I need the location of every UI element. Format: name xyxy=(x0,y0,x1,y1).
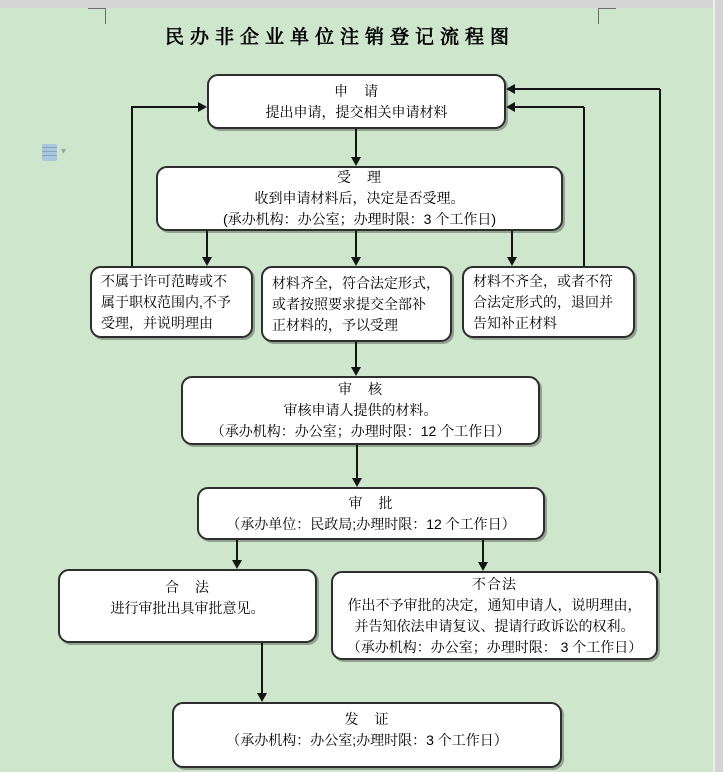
arrowhead-down-icon xyxy=(351,367,361,376)
arrowhead-right-icon xyxy=(198,102,207,112)
node-complete-line: 正材料的，予以受理 xyxy=(272,316,398,333)
feedback-incomplete-vertical xyxy=(583,107,585,266)
node-complete-line: 或者按照要求提交全部补 xyxy=(272,295,426,312)
node-complete-line: 材料齐全，符合法定形式， xyxy=(272,274,440,291)
arrowhead-down-icon xyxy=(232,560,242,569)
window-right-edge xyxy=(713,0,723,772)
document-icon xyxy=(42,144,57,161)
connector-accept-out-of-scope xyxy=(206,231,208,257)
feedback-out-of-scope-horizontal xyxy=(131,106,198,108)
connector-accept-incomplete xyxy=(511,231,513,257)
node-issue-title: 发 证 xyxy=(344,711,390,727)
arrowhead-down-icon xyxy=(202,257,212,266)
connector-legal-issue xyxy=(261,643,263,694)
node-illegal-line: 并告知依法申请复议、提请行政诉讼的权利。 xyxy=(354,617,635,634)
chevron-down-icon: ▾ xyxy=(61,146,67,157)
arrowhead-down-icon xyxy=(478,562,488,571)
node-illegal-title: 不合法 xyxy=(472,575,517,592)
arrowhead-left-icon xyxy=(506,102,515,112)
node-complete xyxy=(261,266,452,342)
arrowhead-down-icon xyxy=(351,157,361,166)
node-legal-title: 合 法 xyxy=(165,579,210,595)
connector-apply-accept xyxy=(355,129,357,158)
feedback-illegal-horizontal xyxy=(515,88,660,90)
node-issue xyxy=(172,702,562,768)
node-legal xyxy=(58,569,317,643)
node-incomplete-line: 材料不齐全，或者不符 xyxy=(473,272,613,289)
page-title: 民办非企业单位注销登记流程图 xyxy=(164,27,515,48)
node-approve xyxy=(197,487,545,540)
node-apply-title: 申 请 xyxy=(334,82,379,99)
connector-approve-legal xyxy=(236,540,238,561)
node-out-of-scope-line: 属于职权范围内,不予 xyxy=(101,293,231,310)
feedback-illegal-vertical xyxy=(659,89,661,573)
node-illegal-line: （承办机构：办公室；办理时限： 3 个工作日） xyxy=(346,638,643,655)
arrowhead-down-icon xyxy=(507,257,517,266)
node-approve-line: （承办单位：民政局;办理时限：12 个工作日） xyxy=(226,515,516,532)
arrowhead-down-icon xyxy=(257,693,267,702)
node-incomplete-line: 告知补正材料 xyxy=(473,314,557,331)
feedback-out-of-scope-vertical xyxy=(131,107,133,266)
node-review-line: （承办机构：办公室；办理时限：12 个工作日） xyxy=(210,423,511,439)
node-apply-line: 提出申请，提交相关申请材料 xyxy=(265,103,448,120)
node-out-of-scope xyxy=(90,266,253,338)
node-incomplete-line: 合法定形式的，退回并 xyxy=(473,293,613,310)
node-accept-line: (承办机构：办公室；办理时限：3 个工作日) xyxy=(223,211,496,227)
arrowhead-down-icon xyxy=(351,257,361,266)
window-top-edge xyxy=(0,0,723,8)
node-approve-title: 审 批 xyxy=(348,494,394,511)
node-out-of-scope-line: 不属于许可范畴或不 xyxy=(101,272,227,289)
arrowhead-down-icon xyxy=(352,478,362,487)
node-review-line: 审核申请人提供的材料。 xyxy=(283,402,438,418)
connector-approve-illegal xyxy=(482,540,484,563)
paste-options-button[interactable] xyxy=(42,141,80,163)
node-review-title: 审 核 xyxy=(338,381,383,397)
node-incomplete xyxy=(462,266,635,338)
node-apply xyxy=(207,74,506,129)
arrowhead-left-icon xyxy=(506,84,515,94)
connector-review-approve xyxy=(356,445,358,479)
node-accept-line: 收到申请材料后，决定是否受理。 xyxy=(254,190,465,206)
node-issue-line: （承办机构：办公室;办理时限：3 个工作日） xyxy=(226,732,508,748)
node-out-of-scope-line: 受理，并说明理由 xyxy=(101,314,213,331)
connector-complete-review xyxy=(355,342,357,368)
node-accept-title: 受 理 xyxy=(337,169,382,185)
feedback-incomplete-horizontal xyxy=(515,106,584,108)
node-accept xyxy=(156,166,563,231)
node-review xyxy=(181,376,540,445)
node-illegal-line: 作出不予审批的决定，通知申请人，说明理由， xyxy=(347,596,642,613)
node-legal-line: 进行审批出具审批意见。 xyxy=(110,600,265,616)
connector-accept-complete xyxy=(355,231,357,257)
node-illegal xyxy=(331,571,658,660)
